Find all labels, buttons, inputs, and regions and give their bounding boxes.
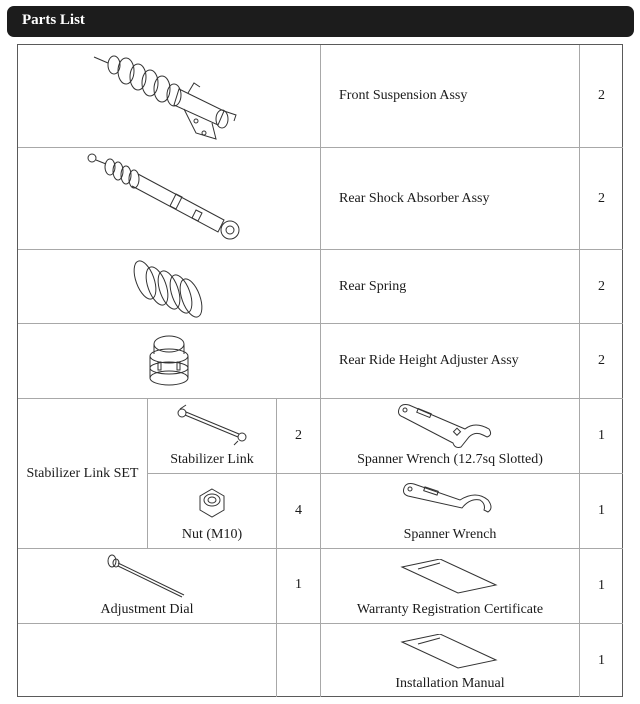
- part-image-cell: [18, 324, 321, 399]
- warranty-certificate-icon: [400, 559, 500, 595]
- part-qty: 1: [598, 652, 605, 668]
- part-qty: 1: [580, 474, 623, 549]
- part-qty: 1: [277, 549, 321, 624]
- part-name: Stabilizer Link: [170, 452, 254, 467]
- empty-qty-cell: [277, 624, 321, 697]
- rear-shock-absorber-icon: [84, 150, 254, 248]
- part-name: Rear Shock Absorber Assy: [321, 148, 580, 250]
- part-image-cell: [18, 250, 321, 324]
- part-image-cell: [18, 549, 277, 624]
- part-qty: 1: [580, 399, 623, 474]
- part-name: Nut (M10): [181, 527, 243, 542]
- part-name: Spanner Wrench (12.7sq Slotted): [357, 452, 543, 467]
- part-qty: 2: [580, 324, 623, 399]
- parts-table: [17, 44, 623, 697]
- nut-icon: [195, 486, 229, 520]
- page-title: Parts List: [22, 12, 85, 28]
- part-name: Spanner Wrench: [403, 527, 497, 542]
- part-qty: 2: [580, 148, 623, 250]
- stabilizer-link-icon: [172, 403, 252, 447]
- part-image-cell: [18, 148, 321, 250]
- part-image-cell: [321, 399, 580, 474]
- empty-cell: [18, 624, 277, 697]
- front-suspension-icon: [84, 49, 254, 145]
- part-qty: 4: [277, 474, 321, 549]
- part-qty: 1: [580, 549, 623, 624]
- installation-manual-icon: [400, 634, 500, 670]
- part-name: Rear Ride Height Adjuster Assy: [321, 324, 580, 399]
- part-qty: 2: [580, 45, 623, 148]
- part-image-cell: [321, 624, 580, 697]
- part-qty: 2: [277, 399, 321, 474]
- part-name: Rear Spring: [321, 250, 580, 324]
- part-image-cell: [18, 45, 321, 148]
- part-qty: 2: [580, 250, 623, 324]
- ride-height-adjuster-icon: [144, 334, 194, 390]
- stabilizer-set-label: Stabilizer Link SET: [18, 399, 148, 549]
- part-image-cell: [321, 549, 580, 624]
- spanner-wrench-icon: [400, 482, 500, 518]
- adjustment-dial-icon: [102, 553, 192, 599]
- part-name: Warranty Registration Certificate: [356, 602, 544, 617]
- part-name: Adjustment Dial: [100, 602, 194, 617]
- slotted-spanner-wrench-icon: [395, 403, 505, 449]
- parts-list-header: [7, 6, 634, 37]
- part-image-cell: [321, 474, 580, 549]
- rear-spring-icon: [129, 256, 209, 320]
- part-name: Front Suspension Assy: [321, 45, 580, 148]
- part-image-cell: [148, 399, 277, 474]
- part-name: Installation Manual: [395, 676, 505, 691]
- part-image-cell: [148, 474, 277, 549]
